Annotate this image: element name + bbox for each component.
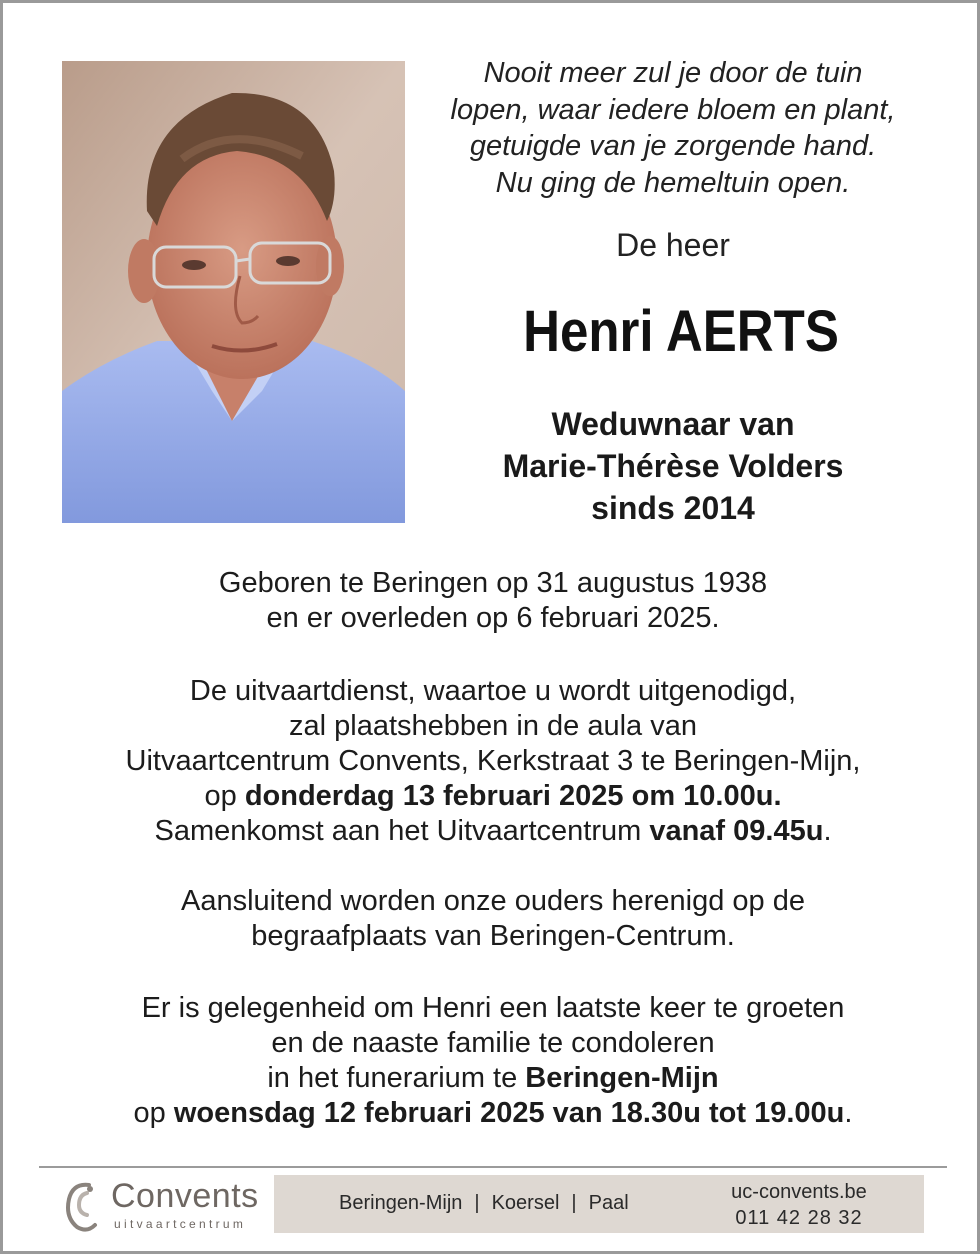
- visit-location-prefix: in het funerarium te: [267, 1062, 526, 1094]
- poem-line: lopen, waar iedere bloem en plant,: [450, 93, 896, 126]
- widow-line: Marie-Thérèse Volders: [502, 448, 844, 484]
- burial-info: [3, 884, 980, 954]
- portrait-image: [62, 61, 405, 523]
- gathering-prefix: Samenkomst aan het Uitvaartcentrum: [154, 815, 650, 847]
- visit-date-suffix: .: [844, 1097, 853, 1129]
- burial-line: begraafplaats van Beringen-Centrum.: [251, 920, 735, 952]
- poem-line: getuigde van je zorgende hand.: [469, 130, 877, 162]
- service-line: zal plaatshebben in de aula van: [289, 710, 697, 742]
- location-separator: |: [474, 1192, 480, 1214]
- memorial-poem: [423, 55, 923, 201]
- location-beringen-mijn: Beringen-Mijn: [339, 1192, 463, 1214]
- contact-bar: [274, 1175, 924, 1233]
- service-date-line: [3, 779, 980, 814]
- service-line: Uitvaartcentrum Convents, Kerkstraat 3 te Beringen-Mijn,: [125, 745, 861, 777]
- poem-line: Nooit meer zul je door de tuin: [483, 57, 863, 89]
- widower-statement: [403, 403, 943, 529]
- birth-line: Geboren te Beringen op 31 augustus 1938: [218, 567, 768, 599]
- location-list: [339, 1192, 629, 1215]
- honorific: De heer: [616, 227, 730, 263]
- funeral-service-info: [3, 674, 980, 849]
- logo-subtitle: uitvaartcentrum: [114, 1217, 247, 1231]
- service-line: De uitvaartdienst, waartoe u wordt uitgenodigd,: [189, 675, 797, 707]
- location-paal: Paal: [588, 1192, 629, 1214]
- deceased-name: Henri AERTS: [523, 299, 839, 364]
- portrait-photo: [62, 61, 405, 523]
- convents-logo: [61, 1177, 276, 1233]
- poem-line: Nu ging de hemeltuin open.: [495, 166, 851, 199]
- phone-number: 011 42 28 32: [735, 1207, 863, 1229]
- burial-line: Aansluitend worden onze ouders herenigd op de: [181, 885, 805, 917]
- website-link[interactable]: uc-convents.be: [731, 1181, 867, 1203]
- funeral-home-footer: [39, 1173, 947, 1235]
- gathering-suffix: .: [823, 815, 832, 847]
- location-separator: |: [571, 1192, 577, 1214]
- birth-death-info: [3, 566, 980, 636]
- logo-name: Convents: [111, 1177, 259, 1215]
- visit-line: Er is gelegenheid om Henri een laatste keer te groeten: [141, 992, 845, 1024]
- widow-line: sinds 2014: [591, 490, 755, 526]
- visit-location-line: [3, 1061, 980, 1096]
- service-date: donderdag 13 februari 2025 om 10.00u.: [244, 780, 782, 812]
- service-date-prefix: op: [204, 780, 245, 812]
- convents-logo-icon: [63, 1179, 103, 1233]
- gathering-time: vanaf 09.45u: [649, 815, 824, 847]
- death-line: en er overleden op 6 februari 2025.: [266, 602, 720, 634]
- gathering-line: [3, 814, 980, 849]
- contact-details: [694, 1179, 904, 1231]
- visit-location: Beringen-Mijn: [525, 1062, 719, 1094]
- footer-divider: [39, 1166, 947, 1168]
- visit-date-line: [3, 1096, 980, 1131]
- visit-line: en de naaste familie te condoleren: [271, 1027, 715, 1059]
- location-koersel: Koersel: [491, 1192, 560, 1214]
- visit-date-prefix: op: [133, 1097, 174, 1129]
- visitation-info: [3, 991, 980, 1131]
- visit-date: woensdag 12 februari 2025 van 18.30u tot 19.00u: [173, 1097, 845, 1129]
- widow-line: Weduwnaar van: [551, 406, 795, 442]
